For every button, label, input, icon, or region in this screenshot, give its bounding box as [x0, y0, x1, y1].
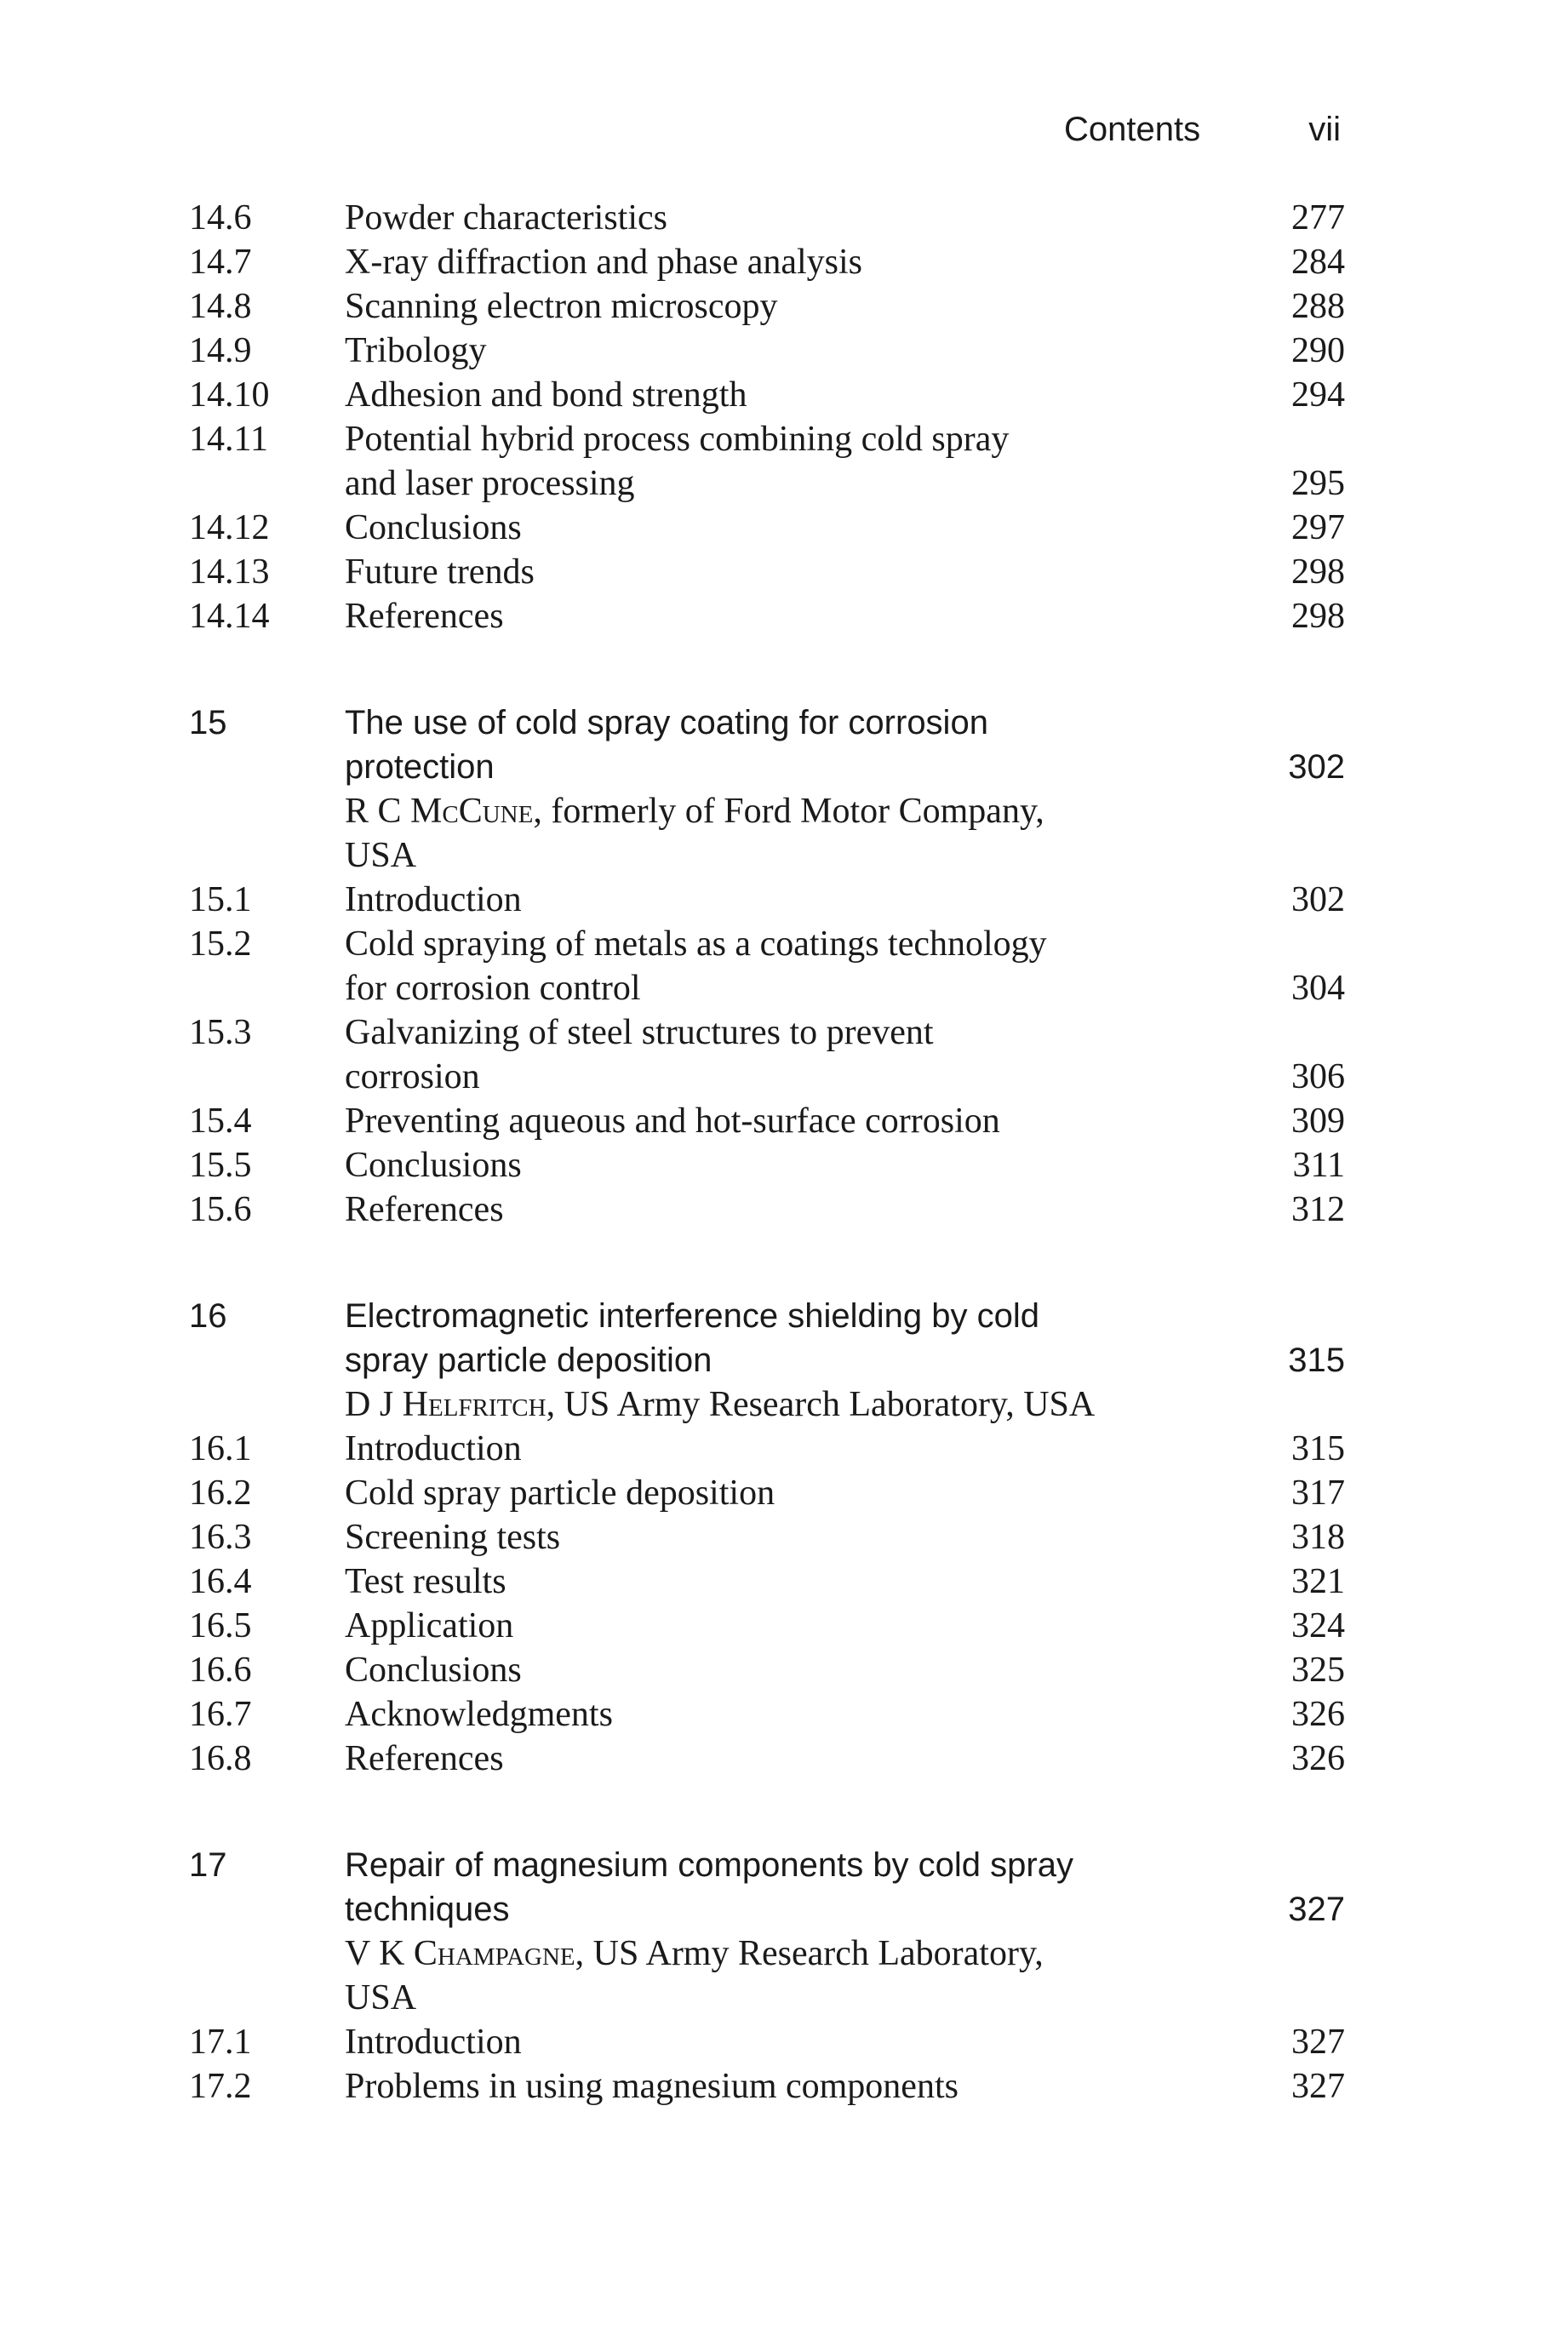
- page-reference: 277: [1291, 198, 1345, 237]
- section-title: Cold spray particle deposition: [345, 1474, 775, 1513]
- section-number: 16.8: [189, 1739, 252, 1778]
- section-number: 15.4: [189, 1102, 252, 1141]
- chapter-block: [189, 1294, 1345, 1427]
- continued-entry: [189, 506, 1345, 550]
- entry-line: [189, 284, 1345, 329]
- section-title: Introduction: [345, 2023, 522, 2062]
- continued-entry: [189, 373, 1345, 417]
- author-line: [189, 1931, 1345, 1976]
- section-entry: [189, 2064, 1345, 2109]
- section-number: 15.1: [189, 880, 252, 919]
- author-text: [345, 833, 416, 878]
- section-entry: [189, 1604, 1345, 1648]
- chapter-page: 315: [1288, 1342, 1345, 1379]
- page-reference: 298: [1291, 552, 1345, 592]
- section-title: References: [345, 1739, 504, 1778]
- chapter-title: Repair of magnesium components by cold spray: [345, 1846, 1073, 1884]
- author-line: [189, 833, 1345, 878]
- section-number: 15.6: [189, 1190, 252, 1229]
- continued-entry: [189, 329, 1345, 373]
- table-of-contents: [189, 196, 1345, 2109]
- author-affiliation: USA: [345, 1978, 417, 2017]
- section-title: Application: [345, 1606, 514, 1645]
- author-line: [189, 1976, 1345, 2020]
- page-number: vii: [1308, 111, 1341, 148]
- continued-entry: [189, 550, 1345, 594]
- section-number: 15.5: [189, 1146, 252, 1185]
- section-number: 17.1: [189, 2023, 252, 2062]
- page-reference: 302: [1291, 880, 1345, 919]
- section-title: Adhesion and bond strength: [345, 375, 747, 415]
- section-number: 16.2: [189, 1474, 252, 1513]
- author-text: [345, 789, 1044, 833]
- chapter-title-line: [189, 1294, 1345, 1338]
- entry-line: [189, 506, 1345, 550]
- section-number: 16.7: [189, 1695, 252, 1734]
- page-reference: 325: [1291, 1651, 1345, 1690]
- author-line: [189, 1382, 1345, 1427]
- section-entry: [189, 1648, 1345, 1692]
- chapter-title-line: [189, 745, 1345, 789]
- entry-line: [189, 196, 1345, 240]
- chapter-gap: [189, 1232, 1345, 1294]
- chapter-number: 17: [189, 1846, 227, 1884]
- entry-line: [189, 1471, 1345, 1515]
- page-reference: 295: [1291, 464, 1345, 503]
- running-header-title: Contents: [1064, 111, 1201, 148]
- running-header: [1004, 111, 1341, 162]
- entry-line: [189, 1427, 1345, 1471]
- section-entry: [189, 1099, 1345, 1143]
- section-title: References: [345, 1190, 504, 1229]
- section-title: Galvanizing of steel structures to prevent: [345, 1013, 934, 1052]
- entry-line: [189, 966, 1345, 1010]
- section-entry: [189, 1515, 1345, 1559]
- continued-entry: [189, 240, 1345, 284]
- section-number: 14.13: [189, 552, 270, 592]
- section-entry: [189, 1427, 1345, 1471]
- page-reference: 315: [1291, 1429, 1345, 1468]
- author-affiliation: , formerly of Ford Motor Company,: [533, 792, 1044, 831]
- section-title: Future trends: [345, 552, 535, 592]
- section-number: 16.5: [189, 1606, 252, 1645]
- chapter-gap: [189, 1781, 1345, 1843]
- entry-line: [189, 1143, 1345, 1187]
- page-reference: 306: [1291, 1057, 1345, 1096]
- continued-entry: [189, 417, 1345, 506]
- page-reference: 309: [1291, 1102, 1345, 1141]
- chapter-title-line: [189, 1887, 1345, 1931]
- section-entry: [189, 2020, 1345, 2064]
- section-number: 16.6: [189, 1651, 252, 1690]
- section-title: Cold spraying of metals as a coatings technology: [345, 924, 1047, 964]
- page-reference: 294: [1291, 375, 1345, 415]
- entry-line: [189, 373, 1345, 417]
- author-name: V K Champagne: [345, 1934, 575, 1973]
- continued-entry: [189, 196, 1345, 240]
- section-title: Test results: [345, 1562, 506, 1601]
- section-number: 16.4: [189, 1562, 252, 1601]
- entry-line: [189, 1055, 1345, 1099]
- section-entry: [189, 1737, 1345, 1781]
- section-number: 14.11: [189, 420, 268, 459]
- entry-line: [189, 461, 1345, 506]
- page-reference: 304: [1291, 969, 1345, 1008]
- section-title: for corrosion control: [345, 969, 641, 1008]
- continued-entry: [189, 594, 1345, 638]
- chapter-title: spray particle deposition: [345, 1342, 712, 1379]
- chapter-page: 327: [1288, 1891, 1345, 1928]
- chapter-page: 302: [1288, 748, 1345, 786]
- section-title: Screening tests: [345, 1518, 561, 1557]
- page-reference: 298: [1291, 597, 1345, 636]
- page-reference: 321: [1291, 1562, 1345, 1601]
- entry-line: [189, 1737, 1345, 1781]
- section-title: Tribology: [345, 331, 487, 370]
- section-entry: [189, 1010, 1345, 1099]
- page-reference: 318: [1291, 1518, 1345, 1557]
- entry-line: [189, 1692, 1345, 1737]
- author-name: D J Helfritch: [345, 1385, 547, 1424]
- page-reference: 327: [1291, 2023, 1345, 2062]
- author-affiliation: , US Army Research Laboratory,: [575, 1934, 1044, 1973]
- entry-line: [189, 1187, 1345, 1232]
- section-title: corrosion: [345, 1057, 480, 1096]
- section-number: 15.3: [189, 1013, 252, 1052]
- entry-line: [189, 1099, 1345, 1143]
- page-reference: 317: [1291, 1474, 1345, 1513]
- entry-line: [189, 1604, 1345, 1648]
- section-entry: [189, 1471, 1345, 1515]
- entry-line: [189, 594, 1345, 638]
- author-affiliation: , US Army Research Laboratory, USA: [546, 1385, 1096, 1424]
- section-entry: [189, 1187, 1345, 1232]
- entry-line: [189, 329, 1345, 373]
- section-number: 17.2: [189, 2067, 252, 2106]
- entry-line: [189, 922, 1345, 966]
- section-entry: [189, 1559, 1345, 1604]
- section-title: Problems in using magnesium components: [345, 2067, 959, 2106]
- section-title: Introduction: [345, 880, 522, 919]
- chapter-number: 16: [189, 1297, 227, 1335]
- section-title: and laser processing: [345, 464, 635, 503]
- page-reference: 288: [1291, 287, 1345, 326]
- page-reference: 326: [1291, 1739, 1345, 1778]
- section-entry: [189, 922, 1345, 1010]
- entry-line: [189, 550, 1345, 594]
- section-title: Acknowledgments: [345, 1695, 613, 1734]
- entry-line: [189, 1559, 1345, 1604]
- section-entry: [189, 1143, 1345, 1187]
- page-reference: 311: [1292, 1146, 1345, 1185]
- author-text: [345, 1931, 1044, 1976]
- entry-line: [189, 878, 1345, 922]
- author-name: R C McCune: [345, 792, 534, 831]
- section-title: Conclusions: [345, 1146, 522, 1185]
- page-reference: 326: [1291, 1695, 1345, 1734]
- chapter-title: Electromagnetic interference shielding by cold: [345, 1297, 1039, 1335]
- section-title: Conclusions: [345, 1651, 522, 1690]
- entry-line: [189, 1515, 1345, 1559]
- chapter-title-line: [189, 1843, 1345, 1887]
- chapter-gap: [189, 638, 1345, 701]
- section-entry: [189, 878, 1345, 922]
- section-number: 16.3: [189, 1518, 252, 1557]
- section-title: X-ray diffraction and phase analysis: [345, 243, 863, 282]
- chapter-title: The use of cold spray coating for corrosion: [345, 704, 988, 741]
- page-reference: 324: [1291, 1606, 1345, 1645]
- entry-line: [189, 2020, 1345, 2064]
- page-reference: 327: [1291, 2067, 1345, 2106]
- section-title: Powder characteristics: [345, 198, 668, 237]
- page-reference: 297: [1291, 508, 1345, 547]
- chapter-block: [189, 1843, 1345, 2020]
- chapter-title-line: [189, 1338, 1345, 1382]
- section-title: Preventing aqueous and hot-surface corrosion: [345, 1102, 1000, 1141]
- section-number: 14.12: [189, 508, 270, 547]
- section-title: Introduction: [345, 1429, 522, 1468]
- section-number: 16.1: [189, 1429, 252, 1468]
- section-title: Conclusions: [345, 508, 522, 547]
- section-number: 14.7: [189, 243, 252, 282]
- section-number: 14.10: [189, 375, 270, 415]
- section-number: 14.14: [189, 597, 270, 636]
- page-reference: 312: [1291, 1190, 1345, 1229]
- entry-line: [189, 2064, 1345, 2109]
- entry-line: [189, 1648, 1345, 1692]
- entry-line: [189, 417, 1345, 461]
- section-number: 14.6: [189, 198, 252, 237]
- section-title: Potential hybrid process combining cold spray: [345, 420, 1010, 459]
- section-number: 14.9: [189, 331, 252, 370]
- chapter-title: protection: [345, 748, 495, 786]
- section-title: References: [345, 597, 504, 636]
- page-reference: 284: [1291, 243, 1345, 282]
- section-number: 14.8: [189, 287, 252, 326]
- author-text: [345, 1382, 1095, 1427]
- author-line: [189, 789, 1345, 833]
- chapter-title: techniques: [345, 1891, 510, 1928]
- chapter-title-line: [189, 701, 1345, 745]
- author-text: [345, 1976, 416, 2020]
- entry-line: [189, 1010, 1345, 1055]
- section-title: Scanning electron microscopy: [345, 287, 778, 326]
- continued-entry: [189, 284, 1345, 329]
- page-reference: 290: [1291, 331, 1345, 370]
- chapter-block: [189, 701, 1345, 878]
- section-number: 15.2: [189, 924, 252, 964]
- chapter-number: 15: [189, 704, 227, 741]
- section-entry: [189, 1692, 1345, 1737]
- entry-line: [189, 240, 1345, 284]
- author-affiliation: USA: [345, 836, 417, 875]
